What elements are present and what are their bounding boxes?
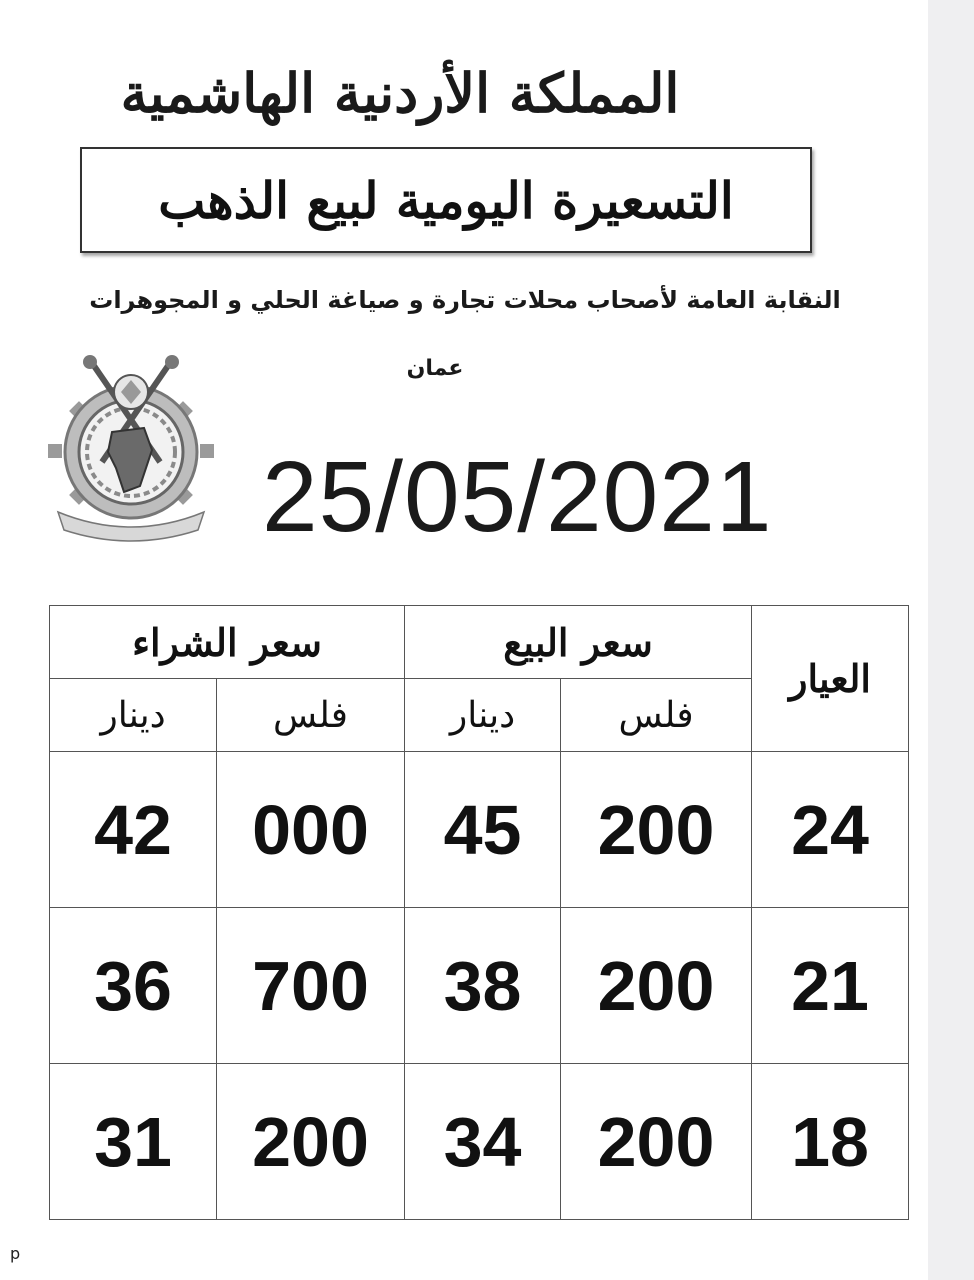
- table-header-row: [50, 606, 909, 679]
- table-row: [50, 752, 909, 908]
- buy-dinar-cell: 31: [50, 1064, 217, 1220]
- sell-dinar-cell: 34: [405, 1064, 561, 1220]
- buy-fils-header: فلس: [217, 679, 405, 752]
- page-edge-strip: [928, 0, 974, 1280]
- table-row: [50, 1064, 909, 1220]
- union-emblem-icon: [40, 352, 220, 542]
- buy-dinar-cell: 36: [50, 908, 217, 1064]
- sell-fils-cell: 200: [561, 752, 752, 908]
- karat-cell: 21: [752, 908, 909, 1064]
- price-date: 25/05/2021: [262, 441, 773, 553]
- sell-dinar-cell: 45: [405, 752, 561, 908]
- buy-fils-cell: 200: [217, 1064, 405, 1220]
- sell-fils-cell: 200: [561, 908, 752, 1064]
- table-row: [50, 908, 909, 1064]
- buy-fils-cell: 000: [217, 752, 405, 908]
- corner-mark: p: [10, 1244, 21, 1263]
- karat-header: العيار: [752, 606, 909, 752]
- sell-fils-header: فلس: [561, 679, 752, 752]
- kingdom-heading: المملكة الأردنية الهاشمية: [120, 61, 680, 125]
- document-title: التسعيرة اليومية لبيع الذهب: [158, 170, 734, 230]
- gold-price-table: [49, 605, 909, 1220]
- buy-dinar-cell: 42: [50, 752, 217, 908]
- sell-dinar-header: دينار: [405, 679, 561, 752]
- city-name: عمان: [406, 356, 464, 381]
- karat-cell: 18: [752, 1064, 909, 1220]
- buy-dinar-header: دينار: [50, 679, 217, 752]
- union-name: النقابة العامة لأصحاب محلات تجارة و صياغة الحلي و المجوهرات: [89, 286, 841, 314]
- sell-dinar-cell: 38: [405, 908, 561, 1064]
- karat-cell: 24: [752, 752, 909, 908]
- title-box: [80, 147, 812, 253]
- buy-fils-cell: 700: [217, 908, 405, 1064]
- buy-price-header: سعر الشراء: [50, 606, 405, 679]
- sell-price-header: سعر البيع: [405, 606, 752, 679]
- sell-fils-cell: 200: [561, 1064, 752, 1220]
